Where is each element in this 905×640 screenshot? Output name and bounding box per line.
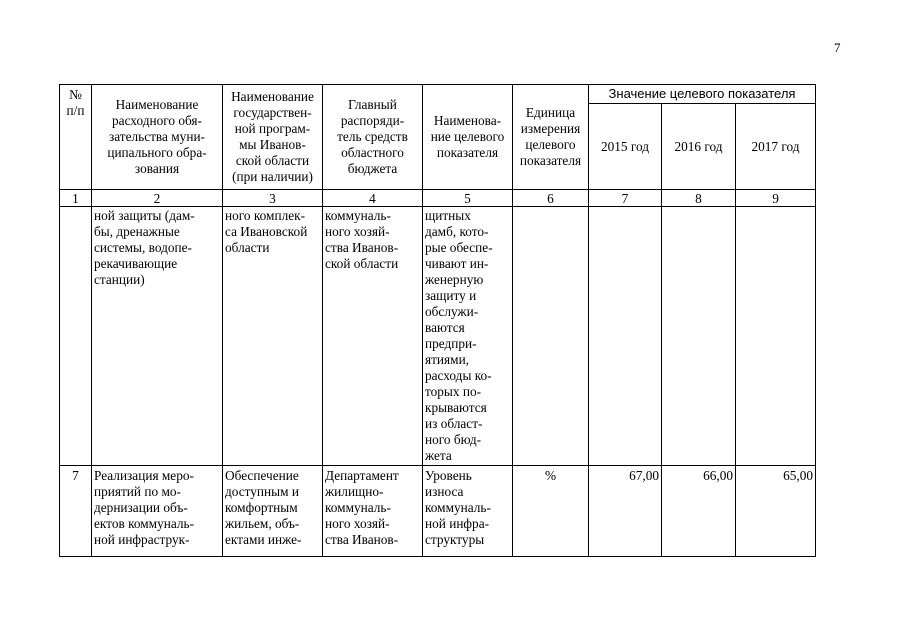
- column-number: 5: [423, 190, 513, 207]
- header-state-program: Наименование государствен- ной програм- мы Иванов- ской области (при наличии): [223, 85, 323, 190]
- cell-value-2017: 65,00: [736, 466, 816, 557]
- cell-row-number: 7: [60, 466, 92, 557]
- cell-expense-obligation: ной защиты (дам- бы, дренажные системы, водопе- рекачивающие станции): [92, 207, 223, 466]
- column-number: 1: [60, 190, 92, 207]
- cell-value-2016: 66,00: [662, 466, 736, 557]
- header-budget-manager: Главный распоряди- тель средств областного бюджета: [323, 85, 423, 190]
- column-number: 3: [223, 190, 323, 207]
- header-year-2016: 2016 год: [662, 104, 736, 190]
- target-indicators-table: [59, 84, 816, 557]
- page-number: 7: [834, 40, 841, 55]
- column-number: 6: [513, 190, 589, 207]
- header-year-2015: 2015 год: [589, 104, 662, 190]
- header-unit: Единица измерения целевого показателя: [513, 85, 589, 190]
- cell-value-2015: 67,00: [589, 466, 662, 557]
- column-number: 9: [736, 190, 816, 207]
- table-row-continuation: [60, 207, 816, 466]
- cell-unit: %: [513, 466, 589, 557]
- column-number: 7: [589, 190, 662, 207]
- cell-budget-manager: Департамент жилищно- коммуналь- ного хозяй- ства Иванов-: [323, 466, 423, 557]
- cell-value-2017: [736, 207, 816, 466]
- header-indicator-name: Наименова- ние целевого показателя: [423, 85, 513, 190]
- column-numbers-row: [60, 190, 816, 207]
- cell-unit: [513, 207, 589, 466]
- table-row-7: [60, 466, 816, 557]
- header-indicator-value-group: Значение целевого показателя: [589, 85, 816, 104]
- cell-row-number: [60, 207, 92, 466]
- header-row-number: № п/п: [60, 85, 92, 190]
- header-expense-obligation: Наименование расходного обя- зательства муни- ципального обра- зования: [92, 85, 223, 190]
- column-number: 8: [662, 190, 736, 207]
- column-number: 4: [323, 190, 423, 207]
- cell-state-program: Обеспечение доступным и комфортным жильем, объ- ектами инже-: [223, 466, 323, 557]
- cell-state-program: ного комплек- са Ивановской области: [223, 207, 323, 466]
- column-number: 2: [92, 190, 223, 207]
- header-row-top: [60, 85, 816, 104]
- cell-indicator-name: Уровень износа коммуналь- ной инфра- структуры: [423, 466, 513, 557]
- cell-value-2015: [589, 207, 662, 466]
- cell-budget-manager: коммуналь- ного хозяй- ства Иванов- ской области: [323, 207, 423, 466]
- cell-indicator-name: щитных дамб, кото- рые обеспе- чивают ин- женерную защиту и обслужи- ваются предпри- ятиями, расходы ко- торых по- крываются из област- ного бюд- жета: [423, 207, 513, 466]
- cell-expense-obligation: Реализация меро- приятий по мо- дернизации объ- ектов коммуналь- ной инфраструк-: [92, 466, 223, 557]
- header-year-2017: 2017 год: [736, 104, 816, 190]
- cell-value-2016: [662, 207, 736, 466]
